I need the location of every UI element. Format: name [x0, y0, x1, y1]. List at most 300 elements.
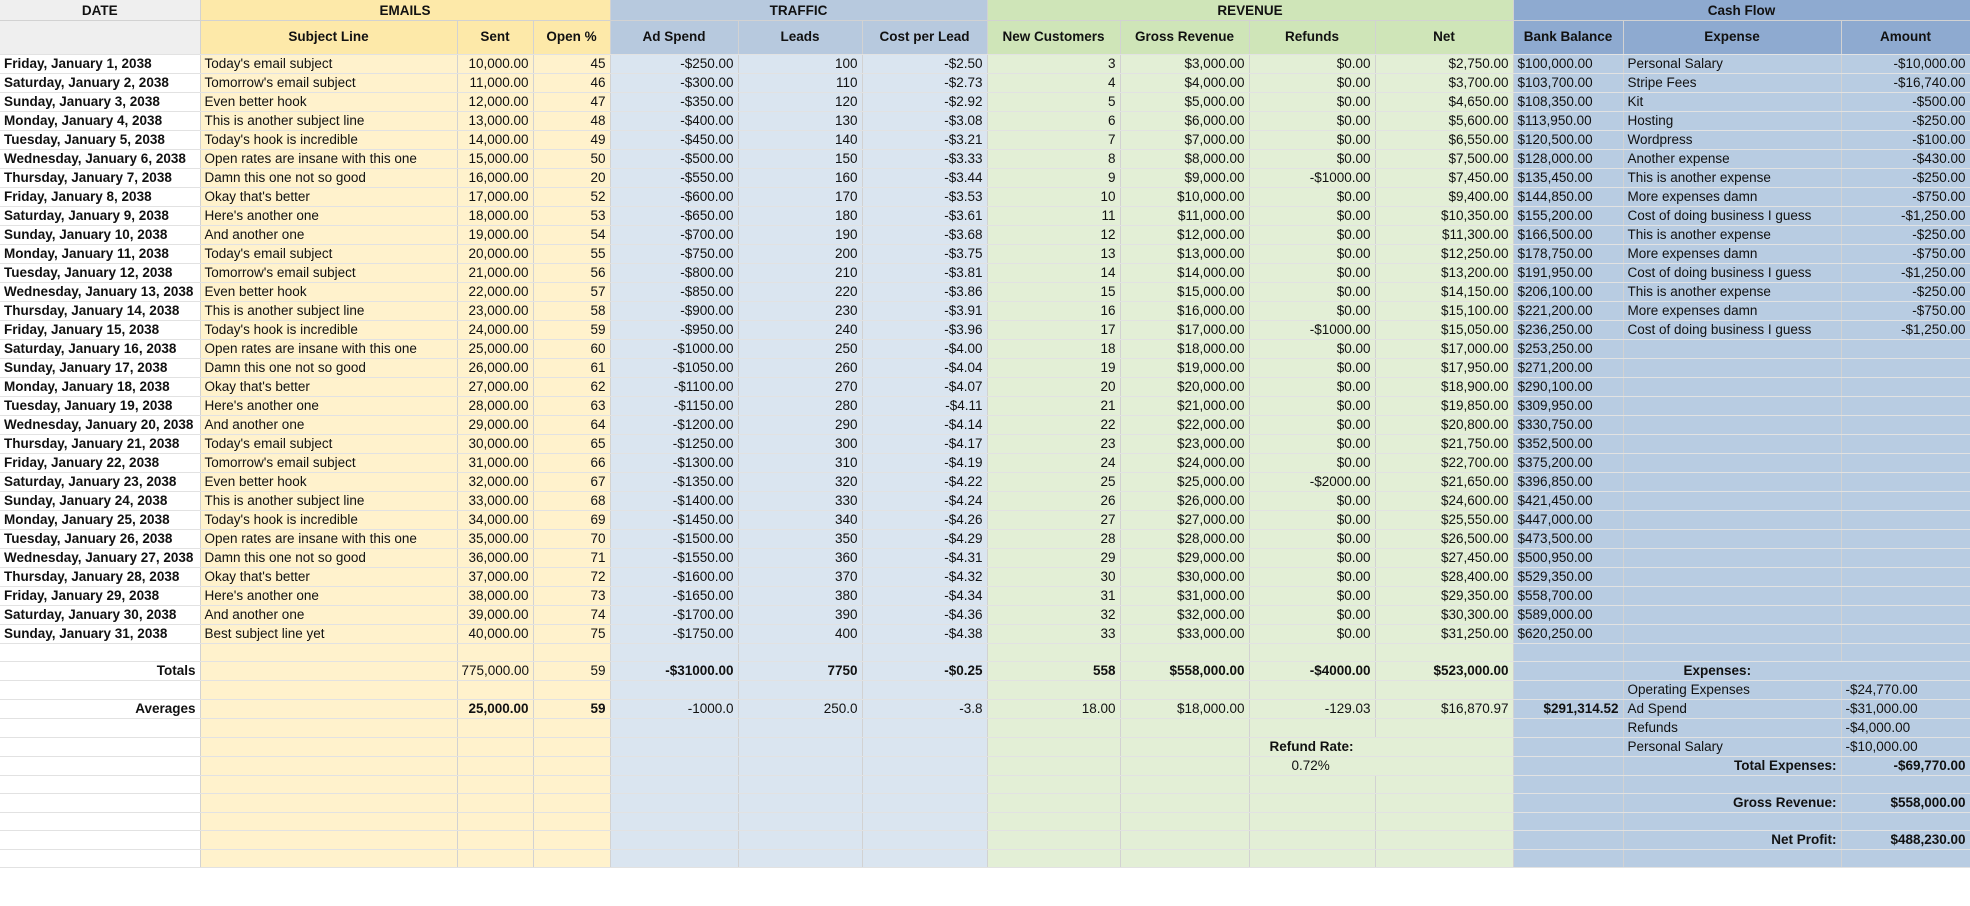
cell-ad-spend[interactable]: -$850.00 — [610, 283, 738, 302]
cell-subject[interactable]: Open rates are insane with this one — [200, 150, 457, 169]
cell-open[interactable]: 74 — [533, 606, 610, 625]
cell-expense[interactable]: More expenses damn — [1623, 245, 1841, 264]
cell-gross-revenue[interactable]: $31,000.00 — [1120, 587, 1249, 606]
cell-subject[interactable]: This is another subject line — [200, 112, 457, 131]
cell-refunds[interactable]: $0.00 — [1249, 302, 1375, 321]
cell-gross-revenue[interactable]: $16,000.00 — [1120, 302, 1249, 321]
cell-date[interactable]: Friday, January 22, 2038 — [0, 454, 200, 473]
cell-net[interactable]: $26,500.00 — [1375, 530, 1513, 549]
cell-gross-revenue[interactable]: $18,000.00 — [1120, 340, 1249, 359]
cell-expense[interactable] — [1623, 454, 1841, 473]
cell-expense[interactable] — [1623, 378, 1841, 397]
cell-bank-balance[interactable]: $155,200.00 — [1513, 207, 1623, 226]
gross-revenue-label[interactable]: Gross Revenue: — [1623, 794, 1841, 813]
cell-expense[interactable]: Hosting — [1623, 112, 1841, 131]
cell-subject[interactable]: And another one — [200, 226, 457, 245]
cell-bank-balance[interactable]: $447,000.00 — [1513, 511, 1623, 530]
cell-amount[interactable]: -$1,250.00 — [1841, 264, 1970, 283]
cell-expense[interactable] — [1623, 511, 1841, 530]
totals-cpl[interactable]: -$0.25 — [862, 662, 987, 681]
cell-gross-revenue[interactable]: $11,000.00 — [1120, 207, 1249, 226]
cell-gross-revenue[interactable]: $30,000.00 — [1120, 568, 1249, 587]
cell-sent[interactable]: 12,000.00 — [457, 93, 533, 112]
cell-bank-balance[interactable]: $529,350.00 — [1513, 568, 1623, 587]
cell-subject[interactable]: Here's another one — [200, 397, 457, 416]
cell-date[interactable]: Wednesday, January 6, 2038 — [0, 150, 200, 169]
cell-net[interactable]: $25,550.00 — [1375, 511, 1513, 530]
cell-gross-revenue[interactable]: $6,000.00 — [1120, 112, 1249, 131]
cell-ad-spend[interactable]: -$1650.00 — [610, 587, 738, 606]
totals-open[interactable]: 59 — [533, 662, 610, 681]
cell-net[interactable]: $22,700.00 — [1375, 454, 1513, 473]
averages-gross[interactable]: $18,000.00 — [1120, 700, 1249, 719]
cell-ad-spend[interactable]: -$1400.00 — [610, 492, 738, 511]
totals-ad-spend[interactable]: -$31000.00 — [610, 662, 738, 681]
cell-bank-balance[interactable]: $206,100.00 — [1513, 283, 1623, 302]
cell-new-customers[interactable]: 26 — [987, 492, 1120, 511]
cell-bank-balance[interactable]: $330,750.00 — [1513, 416, 1623, 435]
cell-cpl[interactable]: -$3.81 — [862, 264, 987, 283]
cell-new-customers[interactable]: 24 — [987, 454, 1120, 473]
column-header-amount[interactable]: Amount — [1841, 21, 1970, 55]
cell-gross-revenue[interactable]: $10,000.00 — [1120, 188, 1249, 207]
cell-sent[interactable]: 21,000.00 — [457, 264, 533, 283]
cell-date[interactable]: Tuesday, January 12, 2038 — [0, 264, 200, 283]
cell-date[interactable]: Thursday, January 28, 2038 — [0, 568, 200, 587]
cell-leads[interactable]: 220 — [738, 283, 862, 302]
cell-refunds[interactable]: $0.00 — [1249, 131, 1375, 150]
cell-new-customers[interactable]: 12 — [987, 226, 1120, 245]
expenses-summary-label[interactable]: Expenses: — [1623, 662, 1970, 681]
cell-ad-spend[interactable]: -$1300.00 — [610, 454, 738, 473]
cell-net[interactable]: $24,600.00 — [1375, 492, 1513, 511]
summary-expense-value[interactable]: -$10,000.00 — [1841, 738, 1970, 757]
averages-label[interactable]: Averages — [0, 700, 200, 719]
cell-new-customers[interactable]: 32 — [987, 606, 1120, 625]
cell-subject[interactable]: Even better hook — [200, 93, 457, 112]
cell-bank-balance[interactable]: $421,450.00 — [1513, 492, 1623, 511]
cell-open[interactable]: 50 — [533, 150, 610, 169]
cell-new-customers[interactable]: 28 — [987, 530, 1120, 549]
cell-cpl[interactable]: -$2.73 — [862, 74, 987, 93]
cell-new-customers[interactable]: 18 — [987, 340, 1120, 359]
cell-date[interactable]: Tuesday, January 5, 2038 — [0, 131, 200, 150]
cell-date[interactable]: Monday, January 25, 2038 — [0, 511, 200, 530]
cell-refunds[interactable]: -$1000.00 — [1249, 169, 1375, 188]
cell-open[interactable]: 71 — [533, 549, 610, 568]
cell-leads[interactable]: 240 — [738, 321, 862, 340]
cell-new-customers[interactable]: 15 — [987, 283, 1120, 302]
cell-expense[interactable]: More expenses damn — [1623, 302, 1841, 321]
cell-subject[interactable]: Tomorrow's email subject — [200, 264, 457, 283]
cell-cpl[interactable]: -$2.50 — [862, 55, 987, 74]
cell-bank-balance[interactable]: $473,500.00 — [1513, 530, 1623, 549]
cell-date[interactable]: Thursday, January 7, 2038 — [0, 169, 200, 188]
cell-leads[interactable]: 120 — [738, 93, 862, 112]
gross-revenue-value[interactable]: $558,000.00 — [1841, 794, 1970, 813]
averages-new-customers[interactable]: 18.00 — [987, 700, 1120, 719]
cell-expense[interactable]: Cost of doing business I guess — [1623, 207, 1841, 226]
cell-date[interactable]: Sunday, January 31, 2038 — [0, 625, 200, 644]
cell-sent[interactable]: 40,000.00 — [457, 625, 533, 644]
cell-net[interactable]: $29,350.00 — [1375, 587, 1513, 606]
cell-sent[interactable]: 20,000.00 — [457, 245, 533, 264]
cell-new-customers[interactable]: 29 — [987, 549, 1120, 568]
cell-ad-spend[interactable]: -$1200.00 — [610, 416, 738, 435]
cell-open[interactable]: 67 — [533, 473, 610, 492]
cell-leads[interactable]: 400 — [738, 625, 862, 644]
cell-ad-spend[interactable]: -$1000.00 — [610, 340, 738, 359]
cell-refunds[interactable]: $0.00 — [1249, 606, 1375, 625]
cell-date[interactable]: Wednesday, January 20, 2038 — [0, 416, 200, 435]
averages-leads[interactable]: 250.0 — [738, 700, 862, 719]
column-header-subject[interactable]: Subject Line — [200, 21, 457, 55]
column-header-net[interactable]: Net — [1375, 21, 1513, 55]
cell-leads[interactable]: 130 — [738, 112, 862, 131]
cell-refunds[interactable]: $0.00 — [1249, 568, 1375, 587]
cell-bank-balance[interactable]: $221,200.00 — [1513, 302, 1623, 321]
cell-bank-balance[interactable]: $100,000.00 — [1513, 55, 1623, 74]
totals-leads[interactable]: 7750 — [738, 662, 862, 681]
cell-gross-revenue[interactable]: $8,000.00 — [1120, 150, 1249, 169]
cell-amount[interactable] — [1841, 549, 1970, 568]
cell-open[interactable]: 70 — [533, 530, 610, 549]
cell-open[interactable]: 62 — [533, 378, 610, 397]
cell-sent[interactable]: 11,000.00 — [457, 74, 533, 93]
summary-expense-value[interactable]: -$31,000.00 — [1841, 700, 1970, 719]
cell-subject[interactable]: Even better hook — [200, 283, 457, 302]
cell-date[interactable]: Friday, January 8, 2038 — [0, 188, 200, 207]
cell-subject[interactable]: Best subject line yet — [200, 625, 457, 644]
cell-cpl[interactable]: -$3.91 — [862, 302, 987, 321]
cell-bank-balance[interactable]: $108,350.00 — [1513, 93, 1623, 112]
cell-cpl[interactable]: -$4.04 — [862, 359, 987, 378]
cell-gross-revenue[interactable]: $15,000.00 — [1120, 283, 1249, 302]
cell-expense[interactable] — [1623, 587, 1841, 606]
cell-date[interactable]: Thursday, January 21, 2038 — [0, 435, 200, 454]
cell-leads[interactable]: 380 — [738, 587, 862, 606]
cell-refunds[interactable]: $0.00 — [1249, 74, 1375, 93]
cell-sent[interactable]: 27,000.00 — [457, 378, 533, 397]
cell-open[interactable]: 52 — [533, 188, 610, 207]
cell-open[interactable]: 63 — [533, 397, 610, 416]
total-expenses-value[interactable]: -$69,770.00 — [1841, 757, 1970, 776]
cell-subject[interactable]: Even better hook — [200, 473, 457, 492]
cell-cpl[interactable]: -$4.29 — [862, 530, 987, 549]
cell-expense[interactable]: Another expense — [1623, 150, 1841, 169]
cell-net[interactable]: $30,300.00 — [1375, 606, 1513, 625]
cell-cpl[interactable]: -$3.53 — [862, 188, 987, 207]
cell-subject[interactable]: Okay that's better — [200, 188, 457, 207]
cell-leads[interactable]: 150 — [738, 150, 862, 169]
cell-net[interactable]: $7,500.00 — [1375, 150, 1513, 169]
cell-bank-balance[interactable]: $166,500.00 — [1513, 226, 1623, 245]
cell-amount[interactable]: -$250.00 — [1841, 112, 1970, 131]
cell-bank-balance[interactable]: $271,200.00 — [1513, 359, 1623, 378]
cell-ad-spend[interactable]: -$1100.00 — [610, 378, 738, 397]
cell-bank-balance[interactable]: $396,850.00 — [1513, 473, 1623, 492]
cell-ad-spend[interactable]: -$800.00 — [610, 264, 738, 283]
cell-sent[interactable]: 35,000.00 — [457, 530, 533, 549]
cell-subject[interactable]: Damn this one not so good — [200, 359, 457, 378]
summary-expense-label[interactable]: Personal Salary — [1623, 738, 1841, 757]
cell-ad-spend[interactable]: -$950.00 — [610, 321, 738, 340]
cell-leads[interactable]: 390 — [738, 606, 862, 625]
cell-ad-spend[interactable]: -$450.00 — [610, 131, 738, 150]
cell-refunds[interactable]: $0.00 — [1249, 397, 1375, 416]
cell-ad-spend[interactable]: -$1500.00 — [610, 530, 738, 549]
cell-open[interactable]: 75 — [533, 625, 610, 644]
column-header-expense[interactable]: Expense — [1623, 21, 1841, 55]
cell-refunds[interactable]: $0.00 — [1249, 245, 1375, 264]
cell-refunds[interactable]: $0.00 — [1249, 549, 1375, 568]
cell-open[interactable]: 55 — [533, 245, 610, 264]
cell-new-customers[interactable]: 6 — [987, 112, 1120, 131]
cell-new-customers[interactable]: 19 — [987, 359, 1120, 378]
cell-cpl[interactable]: -$3.96 — [862, 321, 987, 340]
cell-leads[interactable]: 280 — [738, 397, 862, 416]
cell-date[interactable]: Tuesday, January 26, 2038 — [0, 530, 200, 549]
cell-sent[interactable]: 36,000.00 — [457, 549, 533, 568]
cell-leads[interactable]: 100 — [738, 55, 862, 74]
cell-ad-spend[interactable]: -$1050.00 — [610, 359, 738, 378]
cell-ad-spend[interactable]: -$1350.00 — [610, 473, 738, 492]
cell-refunds[interactable]: $0.00 — [1249, 530, 1375, 549]
cell-subject[interactable]: Here's another one — [200, 207, 457, 226]
cell-new-customers[interactable]: 5 — [987, 93, 1120, 112]
totals-net[interactable]: $523,000.00 — [1375, 662, 1513, 681]
cell-cpl[interactable]: -$4.26 — [862, 511, 987, 530]
cell-refunds[interactable]: $0.00 — [1249, 416, 1375, 435]
cell-date[interactable]: Tuesday, January 19, 2038 — [0, 397, 200, 416]
cell-gross-revenue[interactable]: $14,000.00 — [1120, 264, 1249, 283]
cell-leads[interactable]: 320 — [738, 473, 862, 492]
cell-amount[interactable]: -$250.00 — [1841, 283, 1970, 302]
cell-leads[interactable]: 140 — [738, 131, 862, 150]
cell-subject[interactable]: Open rates are insane with this one — [200, 340, 457, 359]
cell-leads[interactable]: 160 — [738, 169, 862, 188]
cell-ad-spend[interactable]: -$550.00 — [610, 169, 738, 188]
section-emails[interactable]: EMAILS — [200, 0, 610, 21]
refund-rate-label[interactable]: Refund Rate: — [1249, 738, 1513, 757]
cell-subject[interactable]: And another one — [200, 416, 457, 435]
cell-expense[interactable] — [1623, 340, 1841, 359]
cell-leads[interactable]: 330 — [738, 492, 862, 511]
cell-ad-spend[interactable]: -$300.00 — [610, 74, 738, 93]
cell-bank-balance[interactable]: $144,850.00 — [1513, 188, 1623, 207]
cell-cpl[interactable]: -$3.61 — [862, 207, 987, 226]
column-header-bank-balance[interactable]: Bank Balance — [1513, 21, 1623, 55]
cell-refunds[interactable]: $0.00 — [1249, 264, 1375, 283]
cell-new-customers[interactable]: 25 — [987, 473, 1120, 492]
cell-net[interactable]: $28,400.00 — [1375, 568, 1513, 587]
cell-new-customers[interactable]: 30 — [987, 568, 1120, 587]
totals-sent[interactable]: 775,000.00 — [457, 662, 533, 681]
cell-ad-spend[interactable]: -$1150.00 — [610, 397, 738, 416]
cell-refunds[interactable]: $0.00 — [1249, 625, 1375, 644]
cell-cpl[interactable]: -$4.00 — [862, 340, 987, 359]
cell-new-customers[interactable]: 11 — [987, 207, 1120, 226]
cell-ad-spend[interactable]: -$250.00 — [610, 55, 738, 74]
cell-gross-revenue[interactable]: $33,000.00 — [1120, 625, 1249, 644]
cell-expense[interactable] — [1623, 625, 1841, 644]
cell-refunds[interactable]: $0.00 — [1249, 150, 1375, 169]
cell-cpl[interactable]: -$4.38 — [862, 625, 987, 644]
section-traffic[interactable]: TRAFFIC — [610, 0, 987, 21]
cell-new-customers[interactable]: 33 — [987, 625, 1120, 644]
cell-amount[interactable] — [1841, 454, 1970, 473]
cell-open[interactable]: 46 — [533, 74, 610, 93]
cell-expense[interactable] — [1623, 530, 1841, 549]
cell-leads[interactable]: 190 — [738, 226, 862, 245]
cell-bank-balance[interactable]: $135,450.00 — [1513, 169, 1623, 188]
cell-subject[interactable]: Today's email subject — [200, 245, 457, 264]
cell-ad-spend[interactable]: -$900.00 — [610, 302, 738, 321]
cell-bank-balance[interactable]: $352,500.00 — [1513, 435, 1623, 454]
cell-amount[interactable]: -$500.00 — [1841, 93, 1970, 112]
cell-open[interactable]: 49 — [533, 131, 610, 150]
cell-open[interactable]: 61 — [533, 359, 610, 378]
cell-new-customers[interactable]: 31 — [987, 587, 1120, 606]
cell-gross-revenue[interactable]: $4,000.00 — [1120, 74, 1249, 93]
cell-date[interactable]: Monday, January 18, 2038 — [0, 378, 200, 397]
cell-sent[interactable]: 38,000.00 — [457, 587, 533, 606]
cell-amount[interactable] — [1841, 435, 1970, 454]
cell-cpl[interactable]: -$3.75 — [862, 245, 987, 264]
cell-date[interactable]: Monday, January 11, 2038 — [0, 245, 200, 264]
cell-sent[interactable]: 10,000.00 — [457, 55, 533, 74]
totals-new-customers[interactable]: 558 — [987, 662, 1120, 681]
cell-leads[interactable]: 370 — [738, 568, 862, 587]
cell-date[interactable]: Friday, January 1, 2038 — [0, 55, 200, 74]
net-profit-label[interactable]: Net Profit: — [1623, 831, 1841, 850]
cell-amount[interactable]: -$1,250.00 — [1841, 321, 1970, 340]
cell-date[interactable]: Wednesday, January 13, 2038 — [0, 283, 200, 302]
cell-refunds[interactable]: $0.00 — [1249, 587, 1375, 606]
cell-gross-revenue[interactable]: $27,000.00 — [1120, 511, 1249, 530]
cell-refunds[interactable]: $0.00 — [1249, 112, 1375, 131]
cell-subject[interactable]: Tomorrow's email subject — [200, 74, 457, 93]
cell-refunds[interactable]: $0.00 — [1249, 55, 1375, 74]
cell-expense[interactable] — [1623, 606, 1841, 625]
cell-sent[interactable]: 26,000.00 — [457, 359, 533, 378]
cell-gross-revenue[interactable]: $22,000.00 — [1120, 416, 1249, 435]
cell-refunds[interactable]: $0.00 — [1249, 454, 1375, 473]
cell-open[interactable]: 47 — [533, 93, 610, 112]
cell-new-customers[interactable]: 22 — [987, 416, 1120, 435]
summary-expense-label[interactable]: Refunds — [1623, 719, 1841, 738]
cell-amount[interactable]: -$750.00 — [1841, 188, 1970, 207]
cell-amount[interactable] — [1841, 625, 1970, 644]
cell-date[interactable]: Monday, January 4, 2038 — [0, 112, 200, 131]
cell-amount[interactable] — [1841, 340, 1970, 359]
cell-gross-revenue[interactable]: $3,000.00 — [1120, 55, 1249, 74]
cell-date[interactable]: Saturday, January 9, 2038 — [0, 207, 200, 226]
cell-net[interactable]: $17,000.00 — [1375, 340, 1513, 359]
cell-leads[interactable]: 360 — [738, 549, 862, 568]
cell-new-customers[interactable]: 13 — [987, 245, 1120, 264]
cell-amount[interactable] — [1841, 568, 1970, 587]
cell-cpl[interactable]: -$4.07 — [862, 378, 987, 397]
cell-open[interactable]: 68 — [533, 492, 610, 511]
cell-cpl[interactable]: -$4.32 — [862, 568, 987, 587]
net-profit-value[interactable]: $488,230.00 — [1841, 831, 1970, 850]
averages-refunds[interactable]: -129.03 — [1249, 700, 1375, 719]
cell-open[interactable]: 48 — [533, 112, 610, 131]
cell-new-customers[interactable]: 17 — [987, 321, 1120, 340]
cell-date[interactable]: Friday, January 29, 2038 — [0, 587, 200, 606]
cell-refunds[interactable]: $0.00 — [1249, 492, 1375, 511]
cell-amount[interactable] — [1841, 606, 1970, 625]
cell-bank-balance[interactable]: $103,700.00 — [1513, 74, 1623, 93]
section-revenue[interactable]: REVENUE — [987, 0, 1513, 21]
cell-sent[interactable]: 34,000.00 — [457, 511, 533, 530]
cell-cpl[interactable]: -$2.92 — [862, 93, 987, 112]
cell-open[interactable]: 65 — [533, 435, 610, 454]
cell-bank-balance[interactable]: $309,950.00 — [1513, 397, 1623, 416]
cell-cpl[interactable]: -$4.24 — [862, 492, 987, 511]
cell-cpl[interactable]: -$4.36 — [862, 606, 987, 625]
cell-sent[interactable]: 19,000.00 — [457, 226, 533, 245]
cell-leads[interactable]: 250 — [738, 340, 862, 359]
cell-expense[interactable]: Personal Salary — [1623, 55, 1841, 74]
cell-refunds[interactable]: $0.00 — [1249, 378, 1375, 397]
cell-amount[interactable] — [1841, 416, 1970, 435]
cell-net[interactable]: $20,800.00 — [1375, 416, 1513, 435]
cell-sent[interactable]: 17,000.00 — [457, 188, 533, 207]
cell-leads[interactable]: 350 — [738, 530, 862, 549]
cell-sent[interactable]: 33,000.00 — [457, 492, 533, 511]
cell-subject[interactable]: Today's hook is incredible — [200, 511, 457, 530]
cell-cpl[interactable]: -$3.21 — [862, 131, 987, 150]
column-header-sent[interactable]: Sent — [457, 21, 533, 55]
column-header-refunds[interactable]: Refunds — [1249, 21, 1375, 55]
cell-new-customers[interactable]: 7 — [987, 131, 1120, 150]
cell-cpl[interactable]: -$3.33 — [862, 150, 987, 169]
cell-bank-balance[interactable]: $236,250.00 — [1513, 321, 1623, 340]
cell-leads[interactable]: 110 — [738, 74, 862, 93]
cell-expense[interactable] — [1623, 359, 1841, 378]
cell-bank-balance[interactable]: $589,000.00 — [1513, 606, 1623, 625]
cell-amount[interactable]: -$250.00 — [1841, 169, 1970, 188]
cell-expense[interactable]: This is another expense — [1623, 169, 1841, 188]
cell-new-customers[interactable]: 14 — [987, 264, 1120, 283]
cell-new-customers[interactable]: 27 — [987, 511, 1120, 530]
cell-open[interactable]: 60 — [533, 340, 610, 359]
cell-leads[interactable]: 210 — [738, 264, 862, 283]
cell-date[interactable]: Sunday, January 24, 2038 — [0, 492, 200, 511]
cell-refunds[interactable]: $0.00 — [1249, 93, 1375, 112]
cell-expense[interactable]: Cost of doing business I guess — [1623, 264, 1841, 283]
cell-date[interactable]: Sunday, January 3, 2038 — [0, 93, 200, 112]
cell-open[interactable]: 54 — [533, 226, 610, 245]
cell-date[interactable]: Wednesday, January 27, 2038 — [0, 549, 200, 568]
cell-expense[interactable]: This is another expense — [1623, 226, 1841, 245]
cell-net[interactable]: $14,150.00 — [1375, 283, 1513, 302]
cell-sent[interactable]: 23,000.00 — [457, 302, 533, 321]
cell-subject[interactable]: Here's another one — [200, 587, 457, 606]
cell-gross-revenue[interactable]: $19,000.00 — [1120, 359, 1249, 378]
column-header-leads[interactable]: Leads — [738, 21, 862, 55]
cell-ad-spend[interactable]: -$1450.00 — [610, 511, 738, 530]
section-cashflow[interactable]: Cash Flow — [1513, 0, 1970, 21]
cell-date[interactable]: Friday, January 15, 2038 — [0, 321, 200, 340]
cell-open[interactable]: 58 — [533, 302, 610, 321]
cell-subject[interactable]: Okay that's better — [200, 568, 457, 587]
cell-refunds[interactable]: $0.00 — [1249, 359, 1375, 378]
cell-open[interactable]: 69 — [533, 511, 610, 530]
cell-gross-revenue[interactable]: $20,000.00 — [1120, 378, 1249, 397]
